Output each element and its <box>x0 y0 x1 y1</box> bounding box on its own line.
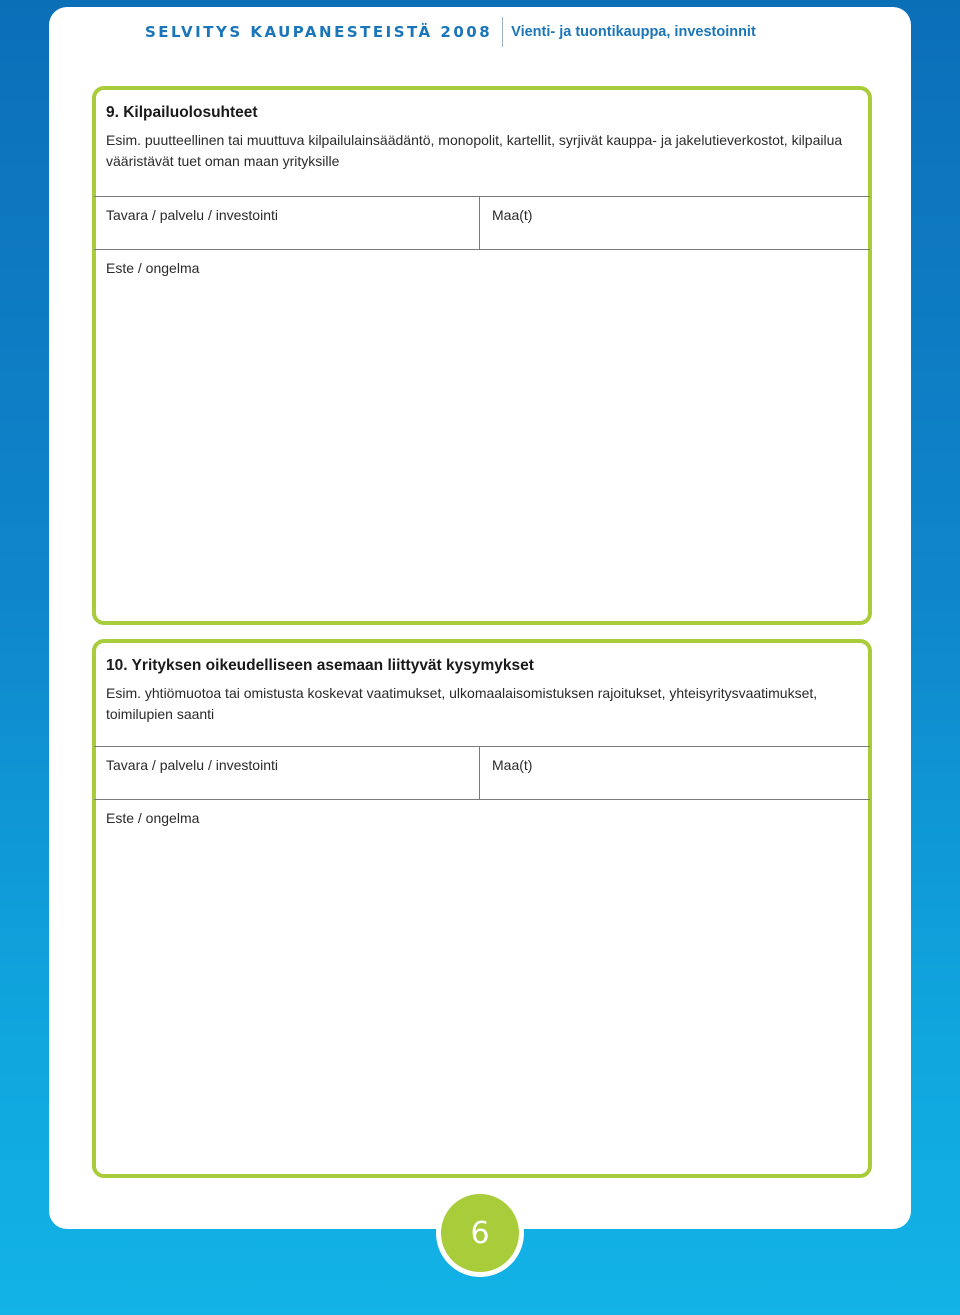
header-subtitle: Vienti- ja tuontikauppa, investoinnit <box>511 24 756 40</box>
page-header <box>145 17 756 47</box>
section-title: 10. Yrityksen oikeudelliseen asemaan liittyvät kysymykset <box>106 657 534 674</box>
field-divider <box>94 196 870 197</box>
section-legal-status <box>92 639 872 1178</box>
page-number-badge: 6 <box>436 1189 524 1277</box>
section-description: Esim. yhtiömuotoa tai omistusta koskevat vaatimukset, ulkomaalaisomistuksen rajoitukset, yhteisyritysvaatimukset, toimilupien saanti <box>106 685 818 722</box>
field-divider <box>94 746 870 747</box>
field-label-barrier: Este / ongelma <box>106 810 200 826</box>
field-column-divider <box>479 747 480 799</box>
field-column-divider <box>479 197 480 249</box>
section-title: 9. Kilpailuolosuhteet <box>106 104 258 121</box>
header-title: SELVITYS KAUPANESTEISTÄ 2008 <box>145 23 493 41</box>
field-divider <box>94 799 870 800</box>
section-description: Esim. puutteellinen tai muuttuva kilpailulainsäädäntö, monopolit, kartellit, syrjivät kauppa- ja jakelutieverkostot, kilpailua vääristävät tuet oman maan yrityksille <box>106 132 843 169</box>
field-label-item: Tavara / palvelu / investointi <box>106 757 278 773</box>
field-label-country: Maa(t) <box>492 757 533 773</box>
section-competition <box>92 86 872 625</box>
field-divider <box>94 249 870 250</box>
field-label-item: Tavara / palvelu / investointi <box>106 207 278 223</box>
header-divider <box>502 17 503 47</box>
field-label-country: Maa(t) <box>492 207 533 223</box>
field-label-barrier: Este / ongelma <box>106 260 200 276</box>
